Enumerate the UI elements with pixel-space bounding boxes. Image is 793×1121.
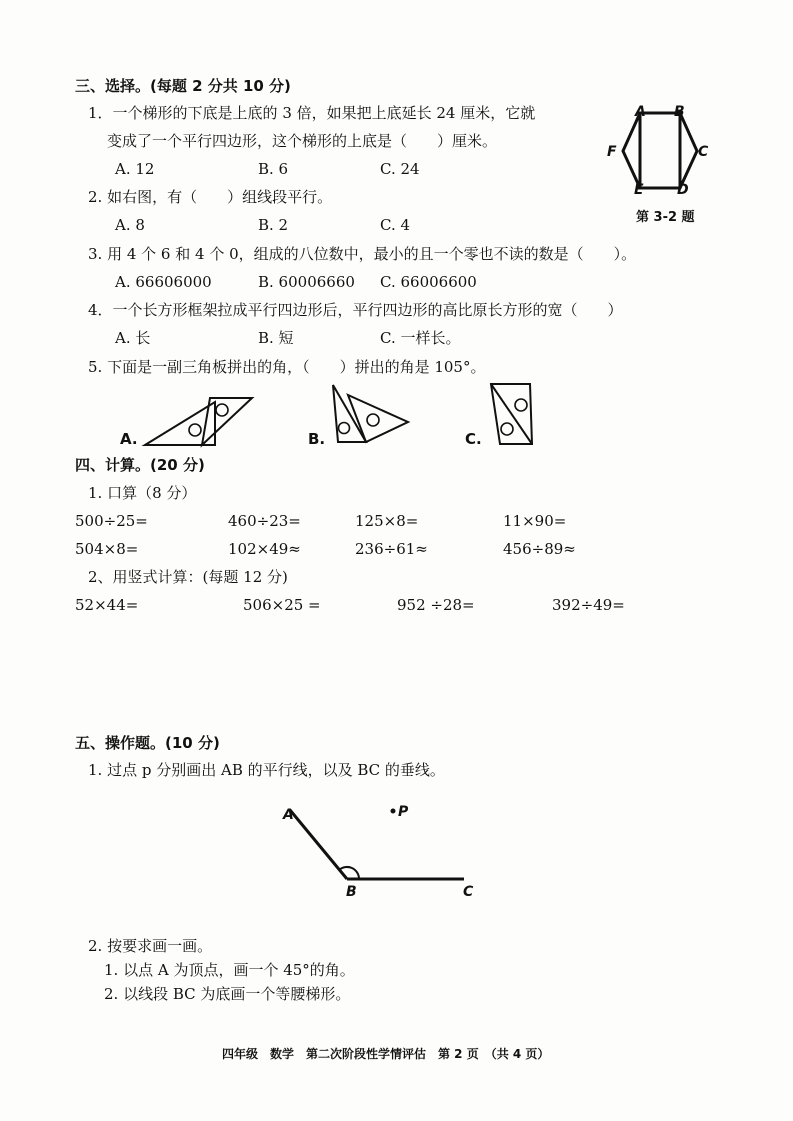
oral-item-7: 236÷61≈ — [355, 540, 428, 558]
section5-q1: 1. 过点 p 分别画出 AB 的平行线，以及 BC 的垂线。 — [88, 761, 445, 779]
q4-option-c: C. 一样长。 — [380, 329, 461, 347]
section5-q2-title: 2. 按要求画一画。 — [88, 937, 213, 955]
point-label-p: P — [398, 804, 409, 820]
section5-q2-item-1: 1. 以点 A 为顶点，画一个 45°的角。 — [104, 961, 355, 979]
vertical-item-1: 52×44= — [75, 596, 139, 614]
q3-option-a: A. 66606000 — [115, 273, 212, 291]
hex-label-c: C — [698, 144, 709, 160]
section5-title: 五、操作题。(10 分) — [75, 734, 220, 752]
q1-option-a: A. 12 — [115, 160, 155, 178]
section4-title: 四、计算。(20 分) — [75, 456, 205, 474]
q2-option-b: B. 2 — [258, 216, 289, 234]
oral-item-4: 11×90= — [503, 512, 567, 530]
q5-option-c: C. — [465, 430, 482, 448]
triangle-ruler-figure-b — [328, 380, 418, 450]
angle-label-c: C — [463, 884, 474, 900]
triangle-ruler-figure-a — [140, 392, 260, 452]
q3-text: 3. 用 4 个 6 和 4 个 0，组成的八位数中，最小的且一个零也不读的数是（ ）。 — [88, 245, 637, 263]
vertical-item-3: 952 ÷28= — [397, 596, 475, 614]
q1-option-b: B. 6 — [258, 160, 289, 178]
section5-q2-item-2: 2. 以线段 BC 为底画一个等腰梯形。 — [104, 985, 351, 1003]
vertical-title: 2、用竖式计算：(每题 12 分) — [88, 568, 288, 586]
q2-option-a: A. 8 — [115, 216, 145, 234]
vertical-item-4: 392÷49= — [552, 596, 625, 614]
q1-line1: 1．一个梯形的下底是上底的 3 倍，如果把上底延长 24 厘米，它就 — [88, 104, 536, 122]
q2-text: 2. 如右图，有（ ）组线段平行。 — [88, 188, 333, 206]
q5-option-b: B. — [308, 430, 326, 448]
q5-option-a: A. — [120, 430, 138, 448]
figure-caption: 第 3-2 题 — [636, 210, 695, 225]
vertical-item-2: 506×25 = — [243, 596, 321, 614]
oral-item-2: 460÷23= — [228, 512, 301, 530]
q1-line2: 变成了一个平行四边形，这个梯形的上底是（ ）厘米。 — [107, 132, 498, 150]
angle-abc-figure — [280, 800, 480, 890]
q5-text: 5. 下面是一副三角板拼出的角，（ ）拼出的角是 105°。 — [88, 358, 486, 376]
hex-label-d: D — [677, 182, 689, 198]
hex-label-f: F — [607, 144, 617, 160]
oral-item-8: 456÷89≈ — [503, 540, 576, 558]
q3-option-b: B. 60006660 — [258, 273, 355, 291]
oral-item-3: 125×8= — [355, 512, 419, 530]
hex-label-e: E — [634, 182, 644, 198]
angle-label-a: A — [283, 807, 294, 823]
q4-option-a: A. 长 — [115, 329, 151, 347]
angle-label-b: B — [346, 884, 357, 900]
section3-title: 三、选择。(每题 2 分共 10 分) — [75, 77, 291, 95]
oral-item-5: 504×8= — [75, 540, 139, 558]
oral-item-1: 500÷25= — [75, 512, 148, 530]
page-footer: 四年级 数学 第二次阶段性学情评估 第 2 页 （共 4 页） — [222, 1047, 550, 1061]
q4-text: 4．一个长方形框架拉成平行四边形后，平行四边形的高比原长方形的宽（ ） — [88, 301, 623, 319]
oral-item-6: 102×49≈ — [228, 540, 301, 558]
q3-option-c: C. 66006600 — [380, 273, 477, 291]
q4-option-b: B. 短 — [258, 329, 294, 347]
oral-title: 1. 口算（8 分） — [88, 484, 197, 502]
q2-option-c: C. 4 — [380, 216, 411, 234]
q1-option-c: C. 24 — [380, 160, 420, 178]
hex-label-b: B — [674, 104, 685, 120]
triangle-ruler-figure-c — [488, 378, 548, 450]
hex-label-a: A — [635, 104, 646, 120]
